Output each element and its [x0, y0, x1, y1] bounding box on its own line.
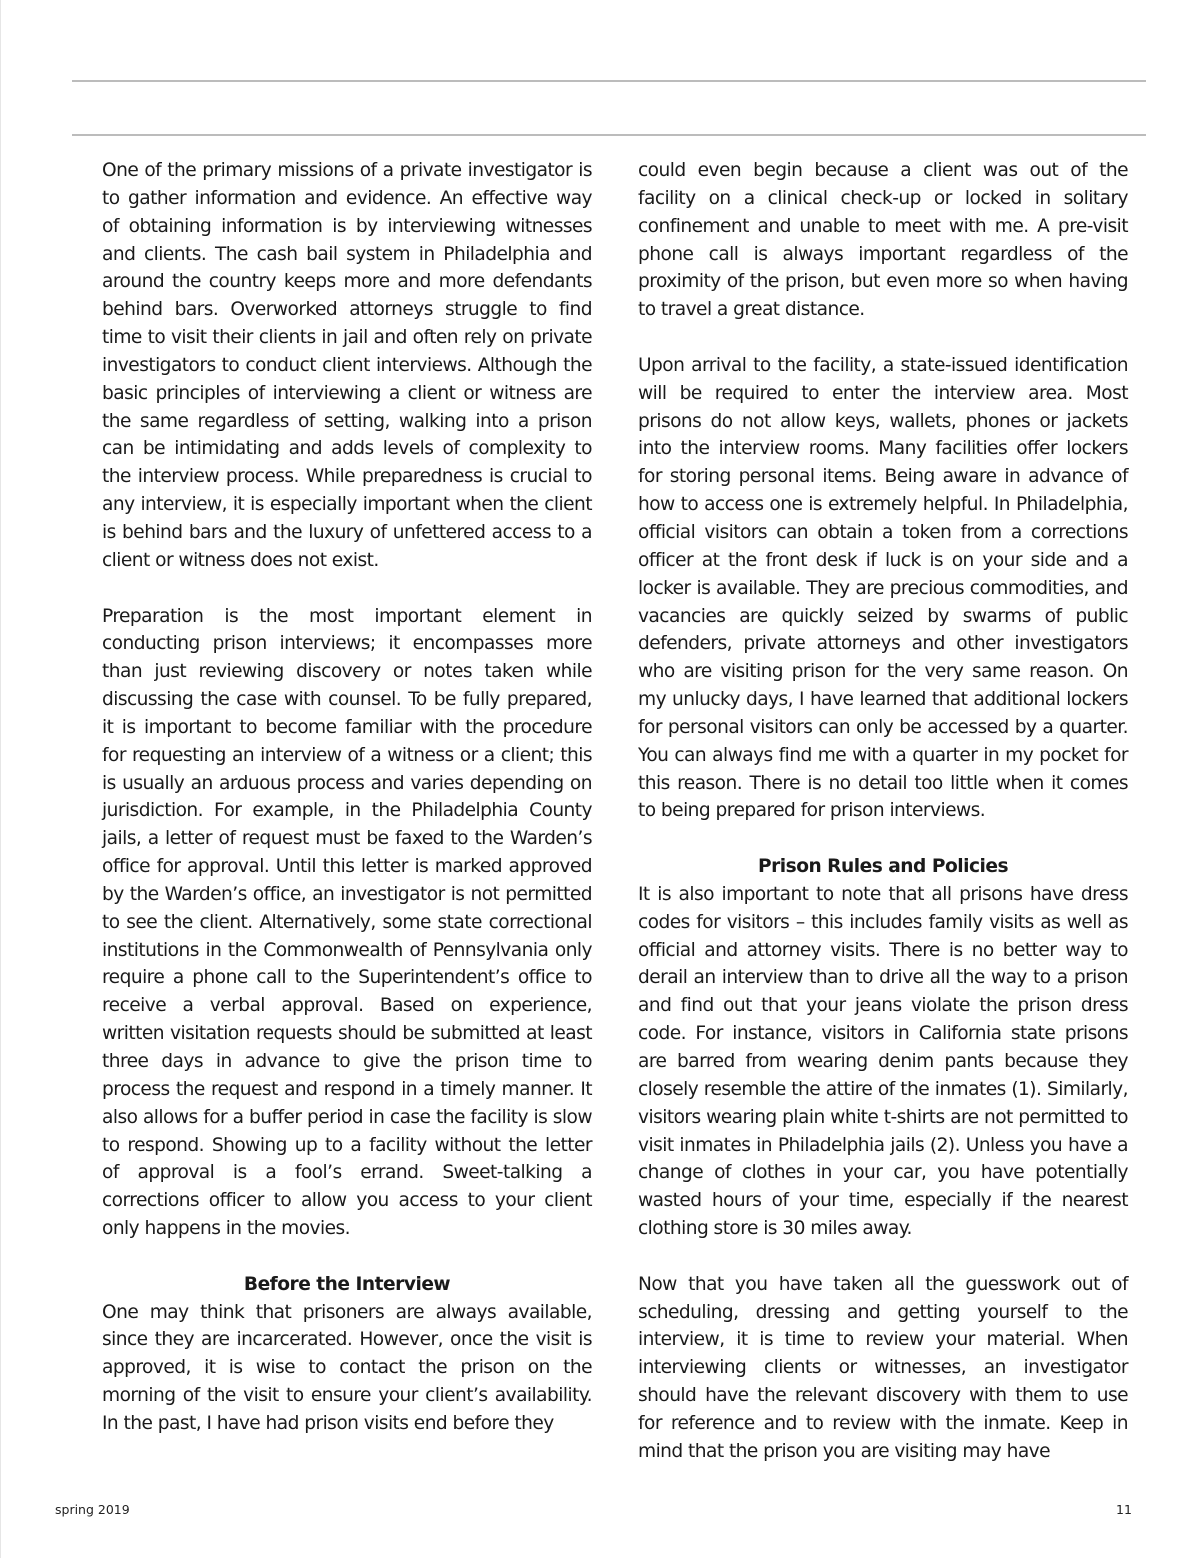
paragraph-arrival: Upon arrival to the facility, a state-issued identification will be required to enter the interview area. Most prisons do not allow keys, wallets, phones or jackets into the interview rooms. Many facilities offer lockers for storing personal items. Being aware in advance of how to access one is extremely helpful. In Philadelphia, official visitors can obtain a token from a corrections officer at the front desk if luck is on your side and a locker is available. They are precious commodities, and vacancies are quickly seized by swarms of public defenders, private attorneys and other investigators who are visiting prison for the very same reason. On my unlucky days, I have learned that additional lockers for personal visitors can only be accessed by a quarter. You can always find me with a quarter in my pocket for this reason. There is no detail too little when it comes to being prepared for prison interviews. [638, 354, 1128, 822]
paragraph-review-material: Now that you have taken all the guesswork out of scheduling, dressing and getting yourself to the interview, it is time to review your material. When interviewing clients or witnesses, an investigator should have the relevant discovery with them to use for reference and to review with the inmate. Keep in mind that the prison you are visiting may have [638, 1273, 1128, 1462]
right-column [638, 157, 1128, 1466]
paragraph-preparation: Preparation is the most important element in conducting prison interviews; it encompasses more than just reviewing discovery or notes taken while discussing the case with counsel. To be fully prepared, it is important to become familiar with the procedure for requesting an interview of a witness or a client; this is usually an arduous process and varies depending on jurisdiction. For example, in the Philadelphia County jails, a letter of request must be faxed to the Warden’s office for approval. Until this letter is marked approved by the Warden’s office, an investigator is not permitted to see the client. Alternatively, some state correctional institutions in the Commonwealth of Pennsylvania only require a phone call to the Superintendent’s office to receive a verbal approval. Based on experience, written visitation requests should be submitted at least three days in advance to give the prison time to process the request and respond in a timely manner. It also allows for a buffer period in case the facility is slow to respond. Showing up to a facility without the letter of approval is a fool’s errand. Sweet-talking a corrections officer to allow you access to your client only happens in the movies. [102, 605, 592, 1240]
footer-issue: spring 2019 [55, 1502, 130, 1517]
paragraph-before-interview: One may think that prisoners are always available, since they are incarcerated. However, once the visit is approved, it is wise to contact the prison on the morning of the visit to ensure your client’s availability. In the past, I have had prison visits end before they [102, 1301, 592, 1434]
page-edge [0, 0, 1, 1558]
header-rule-top [72, 80, 1146, 82]
left-column [102, 157, 592, 1438]
paragraph-intro: One of the primary missions of a private investigator is to gather information and evidence. An effective way of obtaining information is by interviewing witnesses and clients. The cash bail system in Philadelphia and around the country keeps more and more defendants behind bars. Overworked attorneys struggle to find time to visit their clients in jail and often rely on private investigators to conduct client interviews. Although the basic principles of interviewing a client or witness are the same regardless of setting, walking into a prison can be intimidating and adds levels of complexity to the interview process. While preparedness is crucial to any interview, it is especially important when the client is behind bars and the luxury of unfettered access to a client or witness does not exist. [102, 160, 592, 571]
paragraph-spacer [638, 825, 1128, 853]
paragraph-spacer [102, 1243, 592, 1271]
header-rule-bottom [72, 134, 1146, 136]
paragraph-previsit-call: could even begin because a client was out of the facility on a clinical check-up or locked in solitary confinement and unable to meet with me. A pre-visit phone call is always important regardless of the proximity of the prison, but even more so when having to travel a great distance. [638, 160, 1128, 321]
section-heading-prison-rules: Prison Rules and Policies [757, 856, 1009, 878]
section-heading-before-interview: Before the Interview [243, 1273, 451, 1295]
footer-page-number: 11 [1116, 1502, 1132, 1517]
paragraph-dress-code: It is also important to note that all prisons have dress codes for visitors – this includes family visits as well as official and attorney visits. There is no better way to derail an interview than to drive all the way to a prison and find out that your jeans violate the prison dress code. For instance, visitors in California state prisons are barred from wearing denim pants because they closely resemble the attire of the inmates (1). Similarly, visitors wearing plain white t-shirts are not permitted to visit inmates in Philadelphia jails (2). Unless you have a change of clothes in your car, you have potentially wasted hours of your time, especially if the nearest clothing store is 30 miles away. [638, 883, 1128, 1240]
